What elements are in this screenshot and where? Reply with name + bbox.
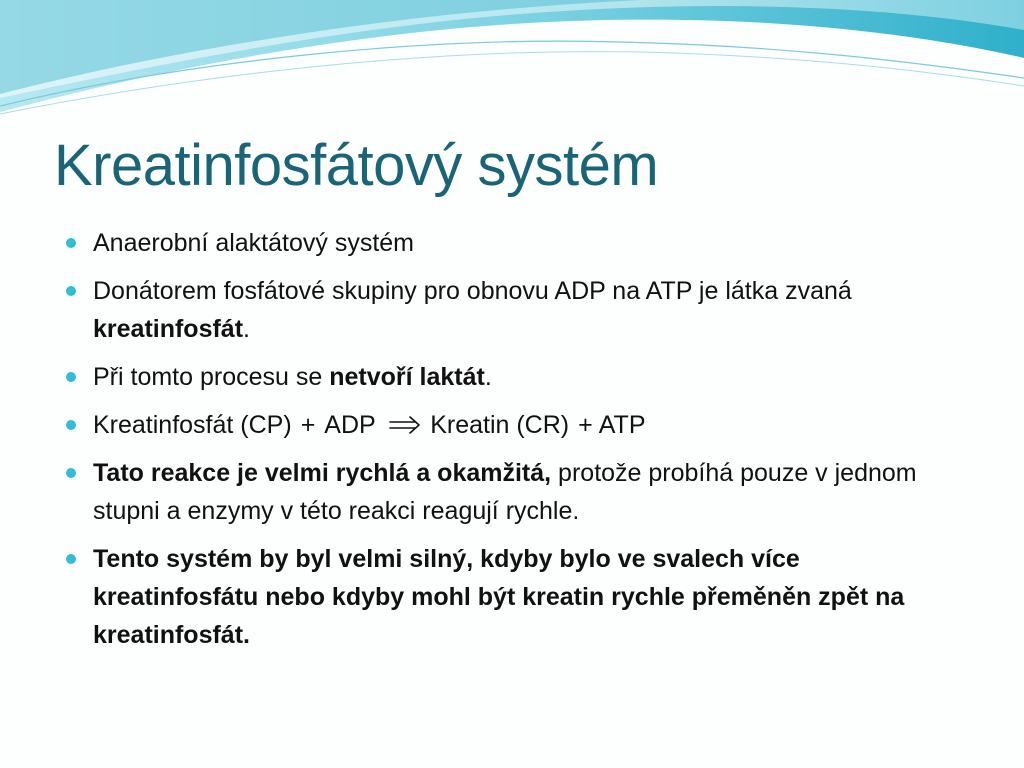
bullet-bold-text: kreatinfosfát xyxy=(93,315,244,343)
bullet-dot-icon xyxy=(66,372,76,382)
bullet-dot-icon xyxy=(66,468,76,478)
reaction-atp: ATP xyxy=(598,411,646,439)
plus-sign: + xyxy=(300,411,316,439)
bullet-text: Anaerobní alaktátový systém xyxy=(93,229,414,257)
list-item xyxy=(62,406,967,444)
bullet-dot-icon xyxy=(66,286,76,296)
bullet-bold-text: Tento systém by byl velmi silný, kdyby bylo ve svalech více kreatinfosfátu nebo kdyby mohl být kreatin rychle přeměněn zpět na kreatinfosfát. xyxy=(93,545,905,649)
bullet-text: protože probíhá pouze v jednom stupni a enzymy v této reakci reagují rychle. xyxy=(93,459,917,525)
bullet-text: Při tomto procesu se xyxy=(93,363,330,391)
bullet-bold-text: Tato reakce je velmi rychlá a okamžitá, xyxy=(93,459,552,487)
implies-arrow-icon xyxy=(388,415,422,435)
list-item xyxy=(62,358,967,396)
slide-title: Kreatinfosfátový systém xyxy=(54,133,659,198)
list-item xyxy=(62,540,967,654)
bullet-text-end: . xyxy=(484,363,492,391)
bullet-dot-icon xyxy=(66,238,76,248)
header-wave-decoration xyxy=(0,0,1024,130)
list-item xyxy=(62,224,967,262)
bullet-text-end: . xyxy=(243,315,250,343)
reaction-adp: ADP xyxy=(324,411,376,439)
bullet-list xyxy=(62,224,967,664)
bullet-text: Donátorem fosfátové skupiny pro obnovu ADP na ATP je látka zvaná xyxy=(93,277,852,305)
bullet-dot-icon xyxy=(66,554,76,564)
list-item xyxy=(62,272,967,348)
reaction-right: Kreatin (CR) xyxy=(430,411,570,439)
bullet-bold-text: netvoří laktát xyxy=(329,363,485,391)
plus-sign: + xyxy=(578,411,593,439)
list-item xyxy=(62,454,967,530)
reaction-left: Kreatinfosfát (CP) xyxy=(93,411,292,439)
bullet-dot-icon xyxy=(66,420,76,430)
